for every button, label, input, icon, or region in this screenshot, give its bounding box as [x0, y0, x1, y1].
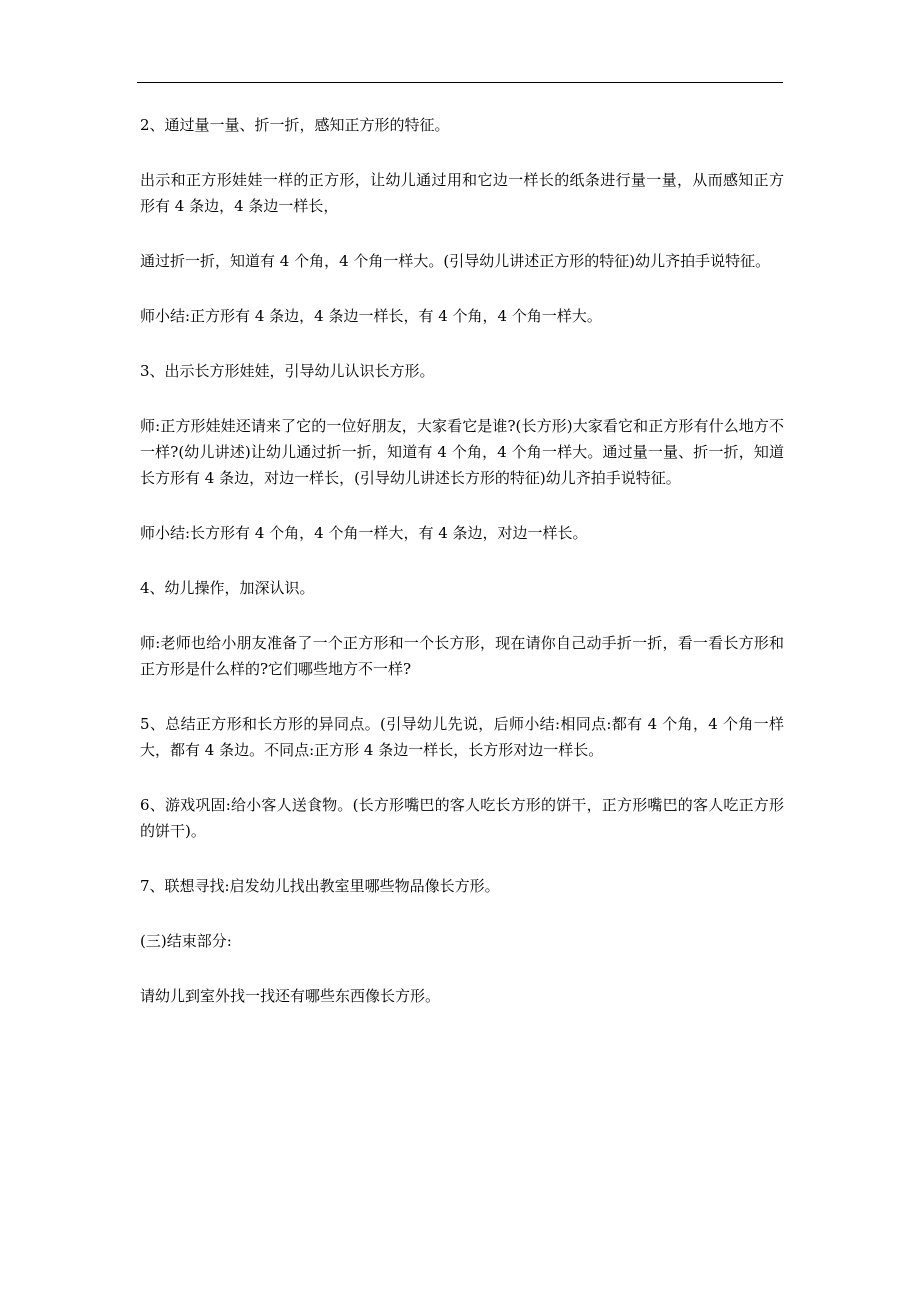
- paragraph-measure: 出示和正方形娃娃一样的正方形，让幼儿通过用和它边一样长的纸条进行量一量，从而感知正方形有 4 条边，4 条边一样长，: [140, 171, 784, 215]
- paragraph-square-summary: 师小结:正方形有 4 条边，4 条边一样长，有 4 个角，4 个角一样大。: [140, 307, 602, 325]
- document-body: [140, 112, 784, 1038]
- paragraph-rectangle-summary: 师小结:长方形有 4 个角，4 个角一样大，有 4 条边，对边一样长。: [140, 524, 588, 542]
- paragraph-step-5: 5、总结正方形和长方形的异同点。(引导幼儿先说，后师小结:相同点:都有 4 个角，4 个角一样大，都有 4 条边。不同点:正方形 4 条边一样长，长方形对边一样长。: [140, 715, 784, 759]
- paragraph-rectangle-intro: 师:正方形娃娃还请来了它的一位好朋友，大家看它是谁?(长方形)大家看它和正方形有什么地方不一样?(幼儿讲述)让幼儿通过折一折，知道有 4 个角，4 个角一样大。通过量一量、折一折，知道长方形有 4 条边，对边一样长，(引导幼儿讲述长方形的特征)幼儿齐拍手说特征。: [140, 417, 784, 487]
- paragraph-outdoor: 请幼儿到室外找一找还有哪些东西像长方形。: [140, 987, 441, 1005]
- paragraph-section-end: (三)结束部分:: [140, 932, 232, 950]
- paragraph-step-6: 6、游戏巩固:给小客人送食物。(长方形嘴巴的客人吃长方形的饼干，正方形嘴巴的客人吃正方形的饼干)。: [140, 796, 784, 840]
- header-rule: [137, 82, 783, 83]
- paragraph-step-2: 2、通过量一量、折一折，感知正方形的特征。: [140, 116, 450, 134]
- paragraph-fold: 通过折一折，知道有 4 个角，4 个角一样大。(引导幼儿讲述正方形的特征)幼儿齐拍手说特征。: [140, 252, 771, 270]
- paragraph-step-4: 4、幼儿操作，加深认识。: [140, 579, 315, 597]
- paragraph-operation: 师:老师也给小朋友准备了一个正方形和一个长方形，现在请你自己动手折一折，看一看长方形和正方形是什么样的?它们哪些地方不一样?: [140, 634, 784, 678]
- paragraph-step-7: 7、联想寻找:启发幼儿找出教室里哪些物品像长方形。: [140, 877, 500, 895]
- paragraph-step-3: 3、出示长方形娃娃，引导幼儿认识长方形。: [140, 362, 435, 380]
